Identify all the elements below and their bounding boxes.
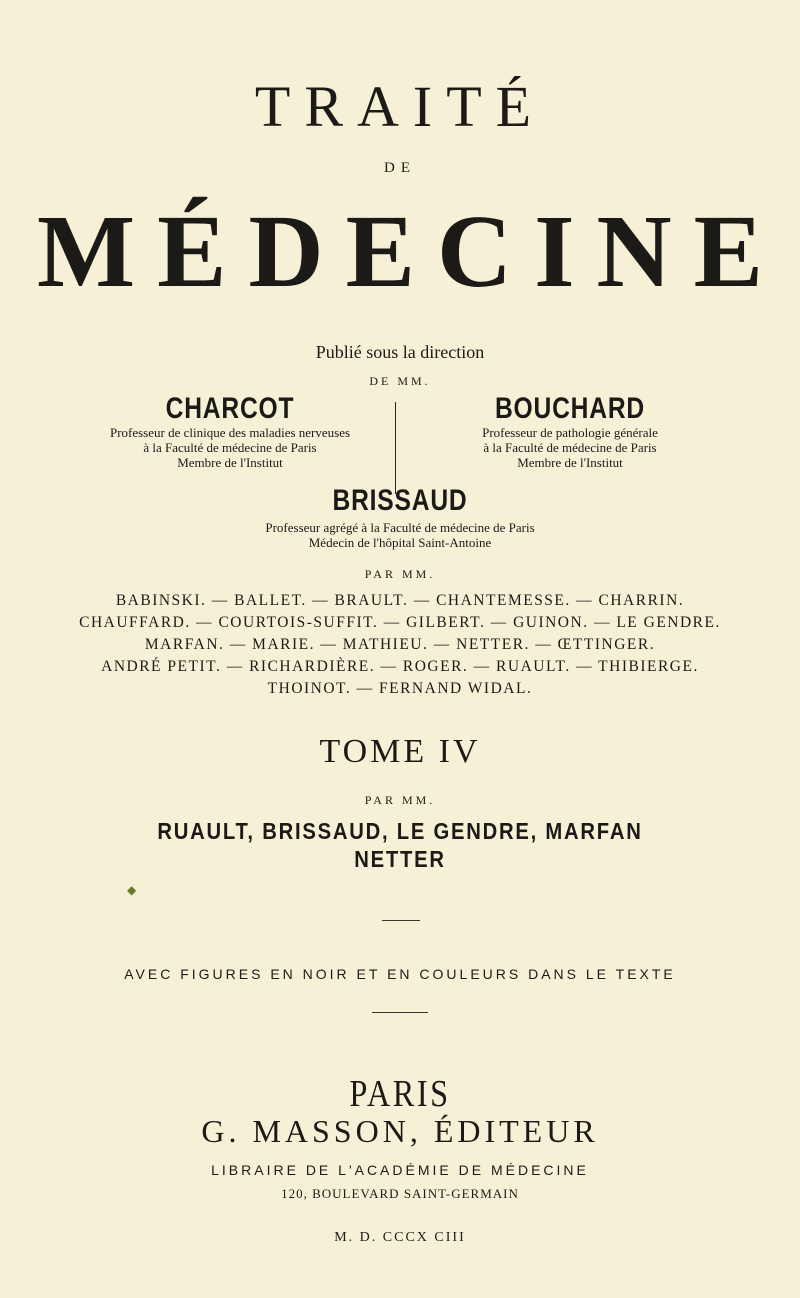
director-name: BOUCHARD [494,392,646,425]
column-divider [395,402,396,494]
collaborators-line: CHAUFFARD. — COURTOIS-SUFFIT. — GILBERT. — GUINON. — LE GENDRE. [79,614,721,631]
of-messrs: DE MM. [369,374,431,388]
director-title-line: Professeur agrégé à la Faculté de médecine de Paris [265,520,535,535]
collaborators-line: MARFAN. — MARIE. — MATHIEU. — NETTER. — ŒTTINGER. [144,636,656,653]
imprint-year: M. D. CCCX CIII [334,1230,466,1245]
director-bouchard [410,392,730,470]
director-name: BRISSAUD [332,484,468,517]
divider-rule [382,920,420,921]
imprint-publisher: G. MASSON, ÉDITEUR [201,1113,599,1149]
imprint-city: PARIS [349,1073,451,1115]
title-main: TRAITÉ [254,74,546,139]
director-title-line: Membre de l'Institut [177,455,283,470]
imprint-address: 120, BOULEVARD SAINT-GERMAIN [281,1186,519,1201]
director-brissaud [0,484,800,517]
director-name: CHARCOT [165,392,295,425]
director-title-line: à la Faculté de médecine de Paris [483,440,657,455]
published-under: Publié sous la direction [315,342,485,362]
volume-authors-line: RUAULT, BRISSAUD, LE GENDRE, MARFAN [157,818,643,844]
title-connector: DE [384,160,416,176]
volume-authors-heading: PAR MM. [364,793,436,807]
imprint-role: LIBRAIRE DE L'ACADÉMIE DE MÉDECINE [211,1162,589,1178]
collaborators-line: THOINOT. — FERNAND WIDAL. [267,680,533,697]
volume-authors-line: NETTER [354,846,446,872]
director-title-line: Professeur de clinique des maladies nerveuses [109,425,351,440]
collaborators-line: ANDRÉ PETIT. — RICHARDIÈRE. — ROGER. — RUAULT. — THIBIERGE. [101,658,699,675]
director-title-line: Membre de l'Institut [517,455,623,470]
director-charcot [70,392,390,470]
collaborators-line: BABINSKI. — BALLET. — BRAULT. — CHANTEMESSE. — CHARRIN. [115,592,685,609]
director-title-line: à la Faculté de médecine de Paris [143,440,317,455]
director-title-line: Médecin de l'hôpital Saint-Antoine [308,535,492,550]
title-subject: MÉDECINE [36,194,786,309]
figures-note: AVEC FIGURES EN NOIR ET EN COULEURS DANS LE TEXTE [124,966,676,982]
director-title-line: Professeur de pathologie générale [482,425,658,440]
ornament-icon: ◆ [127,883,137,897]
volume-number: TOME IV [319,733,481,770]
director-brissaud-titles [0,520,800,550]
divider-rule [372,1012,428,1013]
collaborators-heading: PAR MM. [364,567,436,581]
